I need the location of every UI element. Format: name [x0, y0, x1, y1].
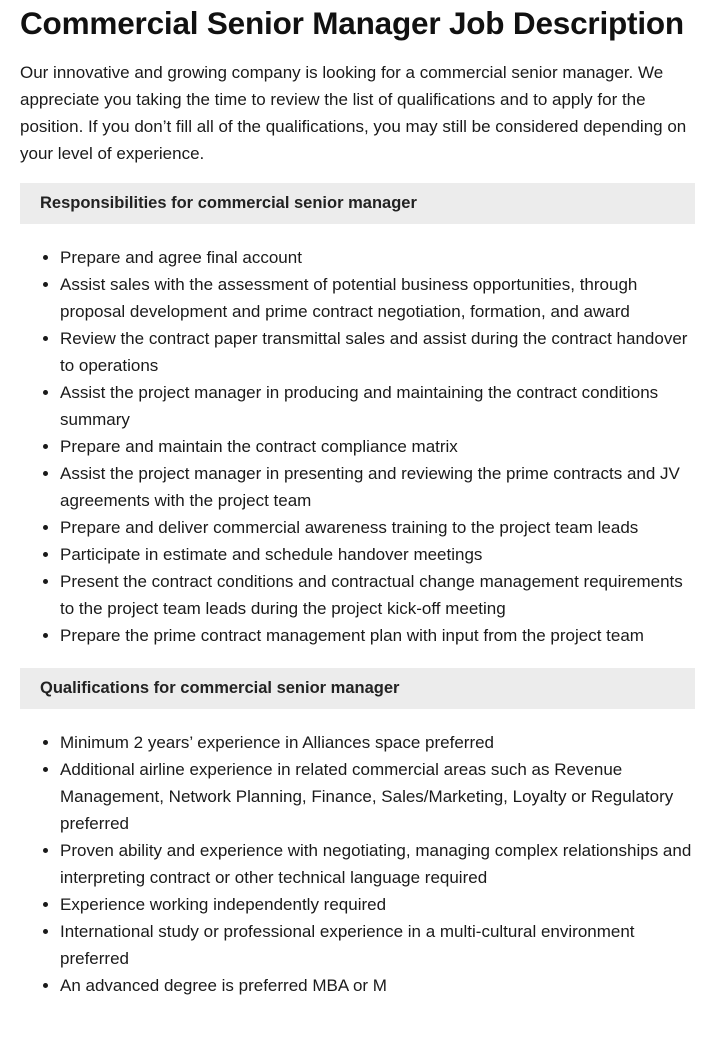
- list-item: • Prepare and maintain the contract compliance matrix: [60, 433, 695, 460]
- intro-paragraph: Our innovative and growing company is looking for a commercial senior manager. We appreciate you taking the time to review the list of qualifications and to apply for the position. If you don’t fill all of the qualifications, you may still be considered depending on your level of experience.: [20, 63, 687, 163]
- list-item: • Present the contract conditions and contractual change management requirements to the project team leads during the project kick-off meeting: [60, 568, 695, 622]
- qualifications-section: [20, 668, 695, 999]
- list-item: • Prepare and deliver commercial awareness training to the project team leads: [60, 514, 695, 541]
- section-heading: Responsibilities for commercial senior manager: [20, 183, 695, 224]
- list-item: • Additional airline experience in related commercial areas such as Revenue Management, Network Planning, Finance, Sales/Marketing, Loyalty or Regulatory preferred: [60, 756, 695, 837]
- list-item: • Proven ability and experience with negotiating, managing complex relationships and interpreting contract or other technical language required: [60, 837, 695, 891]
- list-item: • An advanced degree is preferred MBA or M: [60, 972, 695, 999]
- list-item: • Prepare the prime contract management plan with input from the project team: [60, 622, 695, 649]
- list-item: • Prepare and agree final account: [60, 244, 695, 271]
- list-item: • Participate in estimate and schedule handover meetings: [60, 541, 695, 568]
- qualifications-list: [20, 729, 695, 999]
- responsibilities-list: [20, 244, 695, 649]
- list-item: • Experience working independently required: [60, 891, 695, 918]
- list-item: • Review the contract paper transmittal sales and assist during the contract handover to operations: [60, 325, 695, 379]
- list-item: • Assist the project manager in presenting and reviewing the prime contracts and JV agreements with the project team: [60, 460, 695, 514]
- list-item: • Minimum 2 years’ experience in Alliances space preferred: [60, 729, 695, 756]
- section-heading: Qualifications for commercial senior manager: [20, 668, 695, 709]
- list-item: • Assist sales with the assessment of potential business opportunities, through proposal development and prime contract negotiation, formation, and award: [60, 271, 695, 325]
- page-title: Commercial Senior Manager Job Description: [20, 5, 684, 41]
- responsibilities-section: [20, 183, 695, 649]
- list-item: • International study or professional experience in a multi-cultural environment preferred: [60, 918, 695, 972]
- list-item: • Assist the project manager in producing and maintaining the contract conditions summary: [60, 379, 695, 433]
